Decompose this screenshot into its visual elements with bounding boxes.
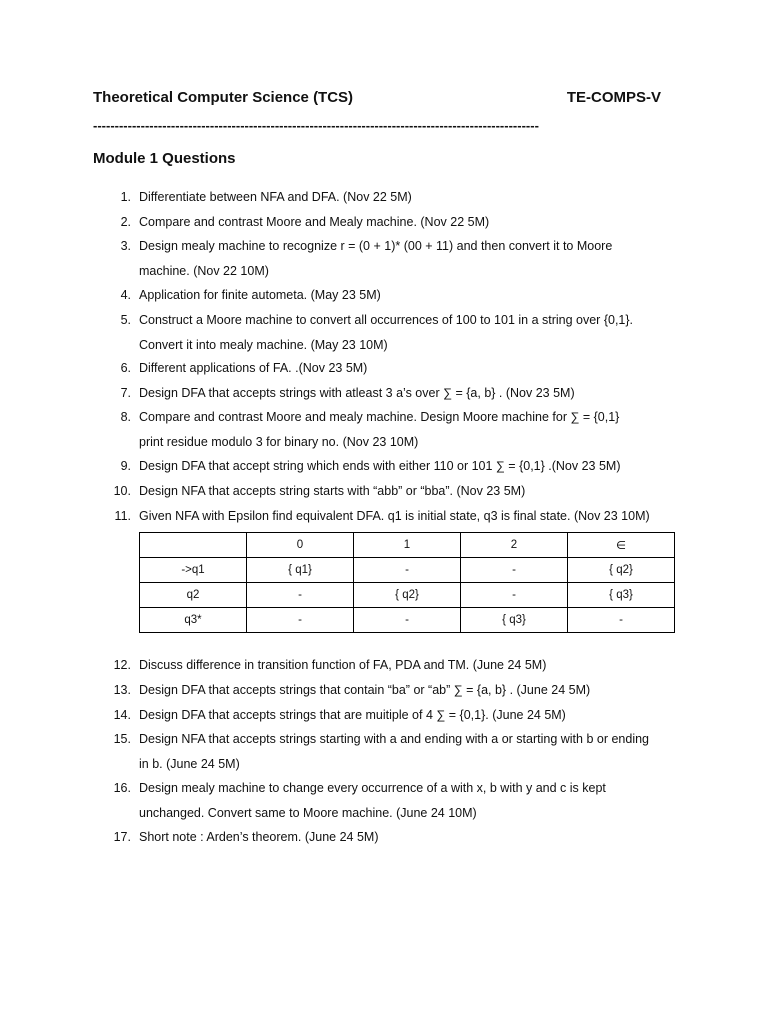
question-text: Design DFA that accepts strings with atleast 3 a’s over ∑ = {a, b} . (Nov 23 5M) [139,386,575,400]
table-header-row [140,533,675,558]
question-text: in b. (June 24 5M) [139,756,240,771]
table-cell: - [461,558,568,583]
question-text: Different applications of FA. .(Nov 23 5M) [139,361,368,375]
table-cell: { q2} [354,583,461,608]
table-cell: { q2} [568,558,675,583]
question-text: Differentiate between NFA and DFA. (Nov 22 5M) [139,190,412,204]
question-number: 2. [120,215,131,229]
question-number: 1. [120,190,131,204]
table-cell: 0 [247,533,354,558]
question-text: Compare and contrast Moore and mealy machine. Design Moore machine for ∑ = {0,1} [139,410,620,424]
question-text: Discuss difference in transition function of FA, PDA and TM. (June 24 5M) [139,658,547,672]
question-number: 6. [120,361,131,375]
question-item [120,234,679,283]
table-row [140,558,675,583]
nfa-transition-table [139,532,675,633]
table-cell: { q3} [568,583,675,608]
question-item [120,454,679,479]
question-number: 3. [120,239,131,253]
question-text: Design DFA that accept string which ends with either 110 or 101 ∑ = {0,1} .(Nov 23 5M) [139,459,621,473]
table-cell: - [354,558,461,583]
question-text: Given NFA with Epsilon find equivalent DFA. q1 is initial state, q3 is final state. (Nov 23 10M) [139,509,650,523]
question-number: 10. [113,484,131,498]
table-cell: - [247,583,354,608]
table-cell: 1 [354,533,461,558]
table-cell: q3* [140,608,247,633]
class-label: TE-COMPS-V [566,89,661,106]
table-cell: - [247,608,354,633]
table-row [140,583,675,608]
question-text: Compare and contrast Moore and Mealy machine. (Nov 22 5M) [139,215,490,229]
question-text: Design NFA that accepts strings starting with a and ending with a or starting with b or ending [139,732,649,746]
question-item [120,283,679,308]
table-cell [140,533,247,558]
table-cell: { q3} [461,608,568,633]
question-text: Convert it into mealy machine. (May 23 10M) [139,337,388,352]
question-item [120,356,679,381]
question-item [113,825,679,850]
table-cell: - [354,608,461,633]
table-cell: ∈ [568,533,675,558]
question-number: 14. [113,708,131,722]
question-number: 17. [113,830,131,844]
divider-line: ------------------------------------------------------------------------------------------------------- [93,118,539,133]
question-text: Design DFA that accepts strings that contain “ba” or “ab” ∑ = {a, b} . (June 24 5M) [139,683,591,697]
question-item [120,405,679,454]
table-cell: 2 [461,533,568,558]
question-item [113,678,679,703]
question-item [113,703,679,728]
question-item [120,381,679,406]
question-text: Design mealy machine to recognize r = (0 + 1)* (00 + 11) and then convert it to Moore [139,239,613,253]
table-cell: { q1} [247,558,354,583]
table-cell: - [461,583,568,608]
question-text: Design NFA that accepts string starts with “abb” or “bba”. (Nov 23 5M) [139,484,526,498]
question-item [113,479,679,504]
table-cell: q2 [140,583,247,608]
question-text: Short note : Arden’s theorem. (June 24 5M) [139,830,379,844]
question-text: machine. (Nov 22 10M) [139,263,269,278]
question-text: Construct a Moore machine to convert all occurrences of 100 to 101 in a string over {0,1}. [139,313,634,327]
question-number: 11. [114,509,131,523]
question-number: 4. [120,288,131,302]
question-item [120,308,679,357]
question-item [120,210,679,235]
question-number: 16. [113,781,131,795]
question-number: 15. [113,732,131,746]
question-text: Design mealy machine to change every occurrence of a with x, b with y and c is kept [139,781,606,795]
question-number: 12. [113,658,131,672]
table-row [140,608,675,633]
question-number: 13. [113,683,131,697]
question-number: 9. [120,459,131,473]
question-text: Application for finite autometa. (May 23 5M) [139,288,381,302]
question-text: Design DFA that accepts strings that are muitiple of 4 ∑ = {0,1}. (June 24 5M) [139,708,566,722]
question-number: 5. [120,313,131,327]
document-header [93,89,661,106]
question-text: print residue modulo 3 for binary no. (Nov 23 10M) [139,434,419,449]
question-text: unchanged. Convert same to Moore machine. (June 24 10M) [139,805,477,820]
question-item [120,185,679,210]
question-number: 8. [120,410,131,424]
question-number: 7. [120,386,131,400]
module-title: Module 1 Questions [93,150,236,167]
question-item [114,504,679,529]
question-item [113,653,679,678]
question-item [113,776,679,825]
subject-title: Theoretical Computer Science (TCS) [93,89,354,106]
table-cell: - [568,608,675,633]
question-item [113,727,679,776]
table-cell: ->q1 [140,558,247,583]
